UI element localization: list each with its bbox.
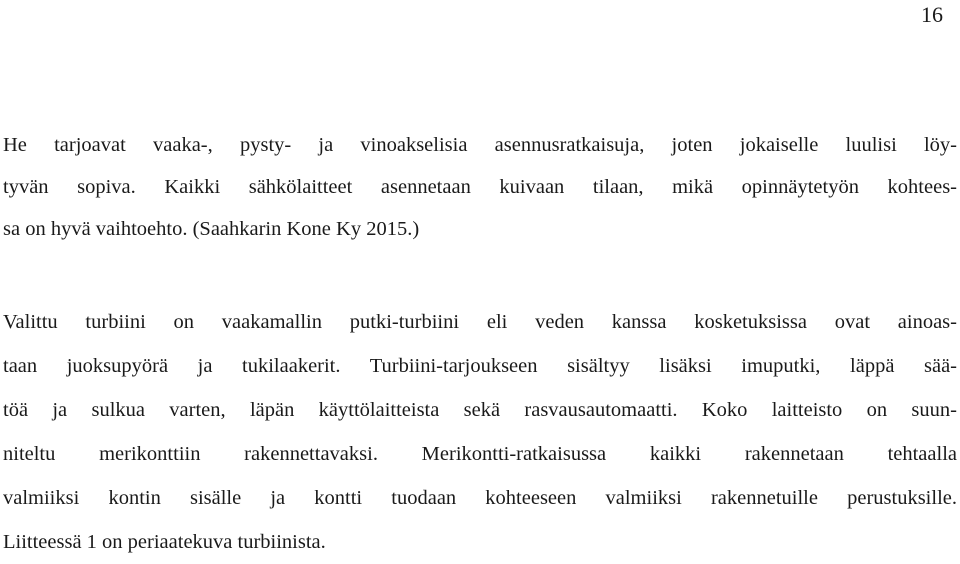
paragraph-line: valmiiksi kontin sisälle ja kontti tuodaan kohteeseen valmiiksi rakennetuille perustuksille. <box>3 487 957 509</box>
paragraph-1 <box>3 124 957 250</box>
paragraph-line: tyvän sopiva. Kaikki sähkölaitteet asennetaan kuivaan tilaan, mikä opinnäytetyön kohtees- <box>3 176 957 198</box>
paragraph-2 <box>3 300 957 564</box>
paragraph-line: töä ja sulkua varten, läpän käyttölaitteista sekä rasvausautomaatti. Koko laitteisto on suun- <box>3 399 957 421</box>
page-number: 16 <box>921 2 943 27</box>
paragraph-line: Liitteessä 1 on periaatekuva turbiinista. <box>3 531 326 553</box>
paragraph-line: niteltu merikonttiin rakennettavaksi. Merikontti-ratkaisussa kaikki rakennetaan tehtaalla <box>3 443 957 465</box>
paragraph-line: taan juoksupyörä ja tukilaakerit. Turbiini-tarjoukseen sisältyy lisäksi imuputki, läppä sää- <box>3 355 957 377</box>
paragraph-line: He tarjoavat vaaka-, pysty- ja vinoakselisia asennusratkaisuja, joten jokaiselle luulisi löy- <box>3 134 957 156</box>
paragraph-line: sa on hyvä vaihtoehto. (Saahkarin Kone Ky 2015.) <box>3 218 420 240</box>
paragraph-line: Valittu turbiini on vaakamallin putki-turbiini eli veden kanssa kosketuksissa ovat ainoas- <box>3 311 957 333</box>
